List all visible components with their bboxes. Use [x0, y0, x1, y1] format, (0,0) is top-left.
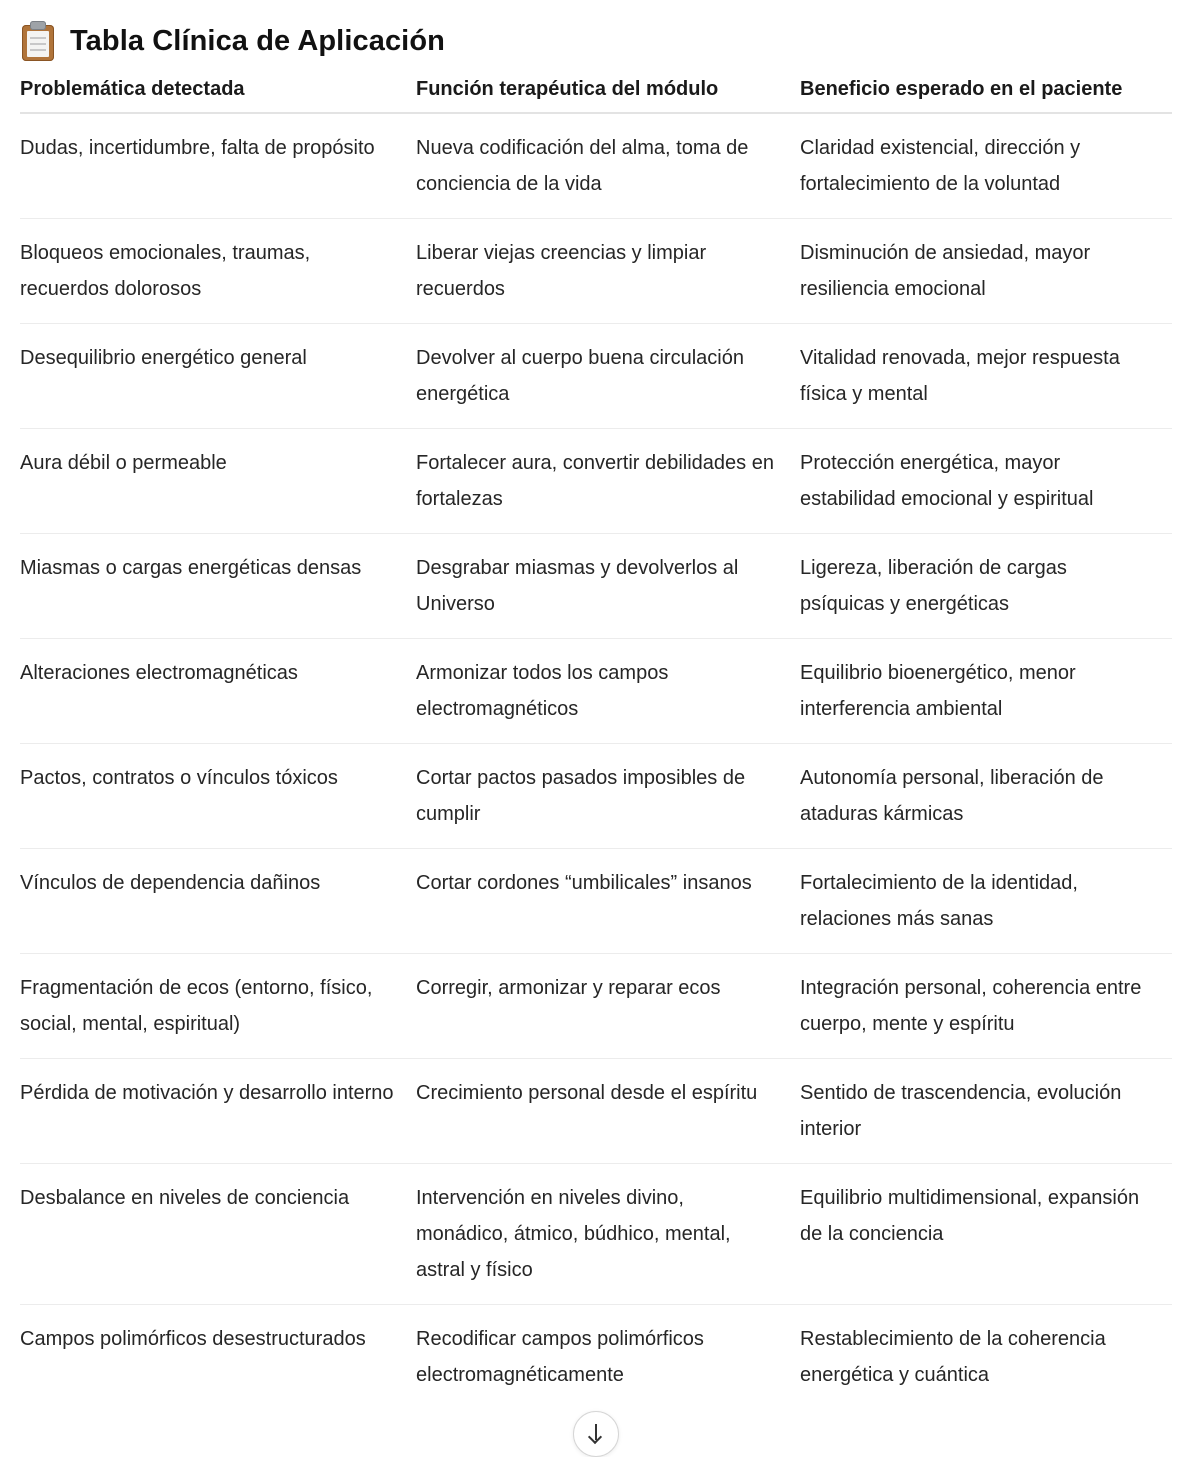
- table-row: [20, 429, 1172, 534]
- table-row: [20, 744, 1172, 849]
- table-heading: [20, 18, 1172, 64]
- function-cell: Nueva codificación del alma, toma de conciencia de la vida: [416, 113, 800, 219]
- table-row: [20, 1059, 1172, 1164]
- table-row: [20, 113, 1172, 219]
- problem-cell: Campos polimórficos desestructurados: [20, 1328, 366, 1350]
- table-row: [20, 324, 1172, 429]
- table-row: [20, 639, 1172, 744]
- problem-cell: Bloqueos emocionales, traumas, recuerdos dolorosos: [20, 219, 416, 324]
- problem-cell: Vínculos de dependencia dañinos: [20, 849, 416, 954]
- table-row: [20, 849, 1172, 954]
- function-cell: Cortar cordones “umbilicales” insanos: [416, 849, 800, 954]
- table-title: Tabla Clínica de Aplicación: [70, 24, 445, 57]
- column-header-benefit: Beneficio esperado en el paciente: [800, 76, 1172, 113]
- benefit-cell: Integración personal, coherencia entre cuerpo, mente y espíritu: [800, 954, 1172, 1059]
- benefit-cell: Autonomía personal, liberación de ataduras kármicas: [800, 744, 1172, 849]
- benefit-cell: Sentido de trascendencia, evolución interior: [800, 1059, 1172, 1164]
- function-cell: Desgrabar miasmas y devolverlos al Universo: [416, 534, 800, 639]
- table-row: [20, 534, 1172, 639]
- benefit-cell: Fortalecimiento de la identidad, relaciones más sanas: [800, 849, 1172, 954]
- table-header-row: [20, 76, 1172, 113]
- benefit-cell: Protección energética, mayor estabilidad emocional y espiritual: [800, 429, 1172, 534]
- column-header-function: Función terapéutica del módulo: [416, 76, 800, 113]
- benefit-cell: Vitalidad renovada, mejor respuesta física y mental: [800, 324, 1172, 429]
- problem-cell: Dudas, incertidumbre, falta de propósito: [20, 113, 416, 219]
- benefit-cell: Equilibrio bioenergético, menor interferencia ambiental: [800, 639, 1172, 744]
- benefit-cell: Ligereza, liberación de cargas psíquicas y energéticas: [800, 534, 1172, 639]
- benefit-cell: Claridad existencial, dirección y fortalecimiento de la voluntad: [800, 113, 1172, 219]
- table-row: [20, 219, 1172, 324]
- function-cell: Armonizar todos los campos electromagnéticos: [416, 639, 800, 744]
- function-cell: Recodificar campos polimórficos electromagnéticamente: [416, 1328, 704, 1386]
- problem-cell: Desequilibrio energético general: [20, 324, 416, 429]
- column-header-problem: Problemática detectada: [20, 76, 416, 113]
- problem-cell: Aura débil o permeable: [20, 429, 416, 534]
- problem-cell: Miasmas o cargas energéticas densas: [20, 534, 416, 639]
- clinical-table: [20, 76, 1172, 1409]
- table-row: [20, 954, 1172, 1059]
- function-cell: Crecimiento personal desde el espíritu: [416, 1059, 800, 1164]
- function-cell: Intervención en niveles divino, monádico, átmico, búdhico, mental, astral y físico: [416, 1164, 800, 1305]
- function-cell: Devolver al cuerpo buena circulación energética: [416, 324, 800, 429]
- problem-cell: Pérdida de motivación y desarrollo interno: [20, 1059, 416, 1164]
- benefit-cell: Restablecimiento de la coherencia energética y cuántica: [800, 1328, 1106, 1386]
- problem-cell: Pactos, contratos o vínculos tóxicos: [20, 744, 416, 849]
- benefit-cell: Equilibrio multidimensional, expansión de la conciencia: [800, 1164, 1172, 1305]
- function-cell: Liberar viejas creencias y limpiar recuerdos: [416, 219, 800, 324]
- benefit-cell: Disminución de ansiedad, mayor resiliencia emocional: [800, 219, 1172, 324]
- function-cell: Corregir, armonizar y reparar ecos: [416, 954, 800, 1059]
- table-row: [20, 1164, 1172, 1305]
- problem-cell: Alteraciones electromagnéticas: [20, 639, 416, 744]
- clipboard-icon: [20, 21, 56, 61]
- function-cell: Fortalecer aura, convertir debilidades en fortalezas: [416, 429, 800, 534]
- function-cell: Cortar pactos pasados imposibles de cumplir: [416, 744, 800, 849]
- problem-cell: Fragmentación de ecos (entorno, físico, social, mental, espiritual): [20, 954, 416, 1059]
- message-content: [20, 18, 1172, 1409]
- problem-cell: Desbalance en niveles de conciencia: [20, 1164, 416, 1305]
- table-row: [20, 1305, 1172, 1410]
- scroll-to-bottom-button[interactable]: [573, 1411, 619, 1457]
